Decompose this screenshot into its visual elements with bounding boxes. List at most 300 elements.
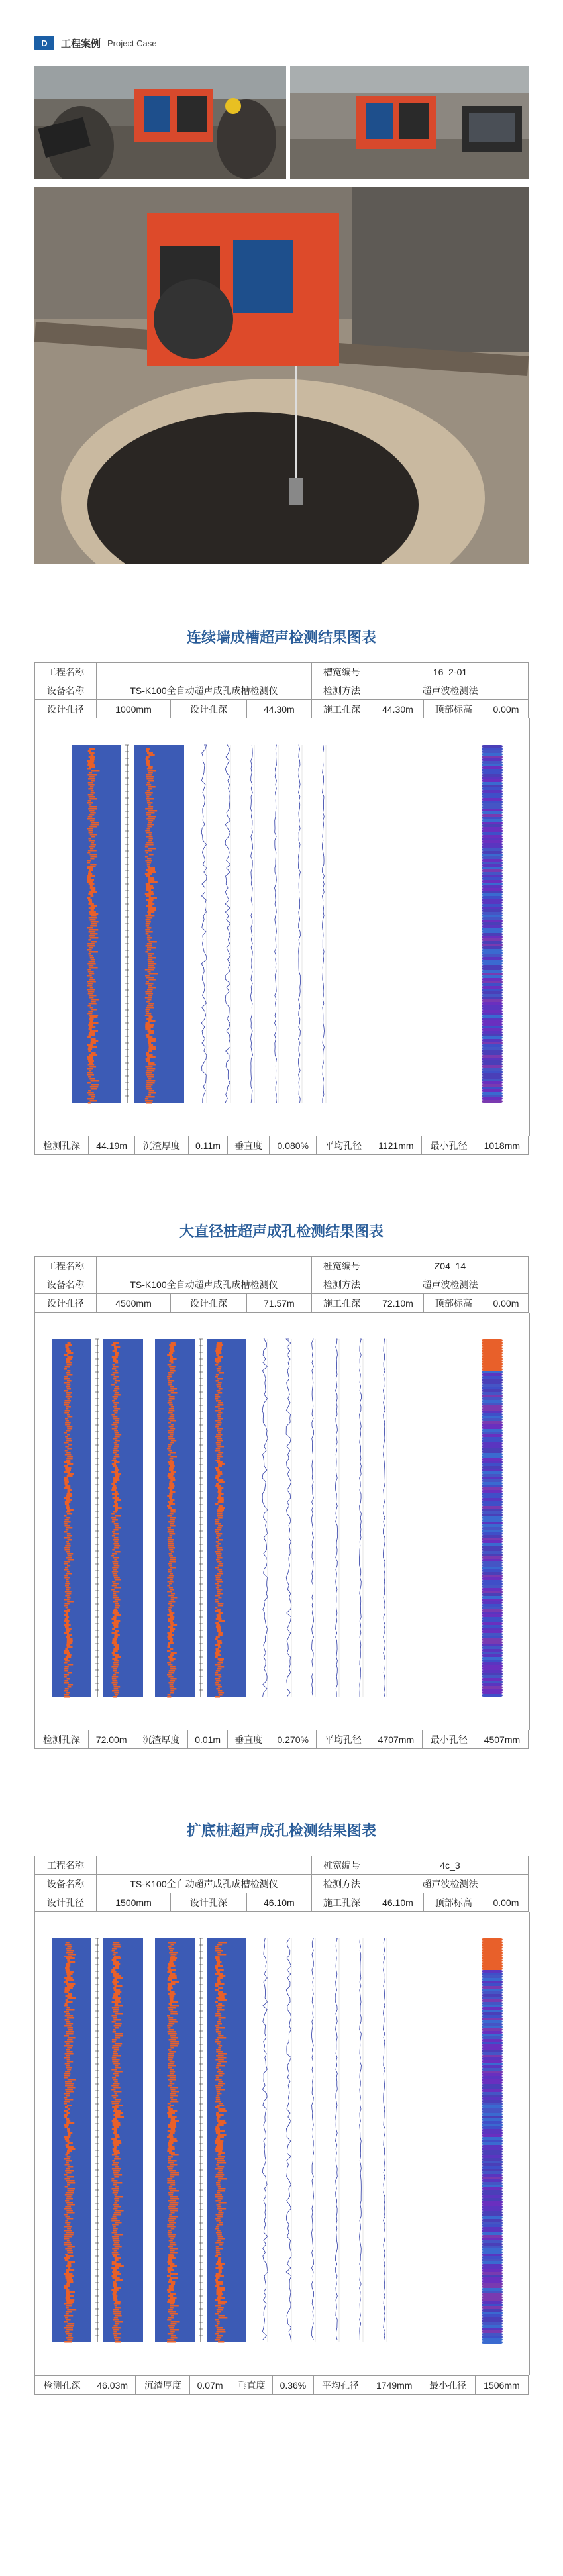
- echo-mark: [170, 1452, 176, 1454]
- echo-mark: [111, 1344, 115, 1346]
- echo-mark: [216, 1579, 222, 1581]
- 3d-model-slice: [482, 2113, 503, 2116]
- echo-mark: [217, 1378, 223, 1380]
- echo-mark: [168, 2271, 170, 2273]
- echo-mark: [115, 2136, 119, 2138]
- echo-mark: [65, 2099, 74, 2101]
- echo-mark: [169, 2287, 174, 2289]
- echo-mark: [64, 1483, 67, 1485]
- echo-mark: [90, 977, 93, 979]
- echo-mark: [113, 2170, 120, 2172]
- echo-mark: [146, 758, 149, 760]
- echo-mark: [113, 2132, 117, 2134]
- echo-mark: [215, 2200, 221, 2202]
- 3d-model-slice: [482, 2063, 503, 2065]
- echo-mark: [170, 1589, 174, 1591]
- echo-mark: [66, 2192, 74, 2194]
- echo-mark: [115, 2003, 118, 2005]
- echo-mark: [65, 1436, 68, 1438]
- echo-mark: [113, 1458, 117, 1460]
- echo-mark: [67, 1388, 71, 1390]
- echo-mark: [217, 1616, 221, 1618]
- echo-mark: [89, 997, 93, 999]
- echo-mark: [171, 2228, 175, 2230]
- echo-mark: [112, 2095, 119, 2097]
- echo-mark: [148, 840, 152, 842]
- echo-mark: [114, 1408, 120, 1410]
- echo-mark: [113, 2017, 117, 2019]
- echo-mark: [88, 808, 97, 810]
- echo-mark: [149, 1046, 156, 1048]
- echo-mark: [168, 2208, 178, 2210]
- echo-mark: [67, 1374, 73, 1376]
- 3d-model-slice: [482, 798, 503, 801]
- 3d-model-slice: [482, 1959, 503, 1962]
- echo-mark: [65, 2138, 69, 2140]
- echo-mark: [168, 2059, 173, 2061]
- 3d-model-slice: [482, 2322, 503, 2325]
- echo-mark: [87, 877, 91, 879]
- 3d-model-slice: [482, 1986, 503, 1989]
- echo-mark: [64, 1577, 70, 1579]
- echo-mark: [115, 1386, 119, 1388]
- echo-mark: [112, 2254, 119, 2255]
- echo-mark: [88, 971, 94, 973]
- echo-mark: [215, 1376, 218, 1378]
- echo-mark: [168, 1626, 173, 1628]
- echo-mark: [65, 1503, 69, 1505]
- echo-mark: [215, 1656, 217, 1658]
- brand-logo: D: [34, 36, 54, 50]
- echo-mark: [64, 1487, 71, 1489]
- echo-mark: [147, 947, 156, 949]
- echo-mark: [146, 1054, 153, 1056]
- 3d-model-slice: [482, 944, 503, 946]
- echo-mark: [170, 1525, 175, 1527]
- echo-mark: [87, 828, 93, 830]
- echo-mark: [219, 1372, 224, 1374]
- echo-mark: [148, 901, 152, 903]
- echo-mark: [170, 2083, 175, 2085]
- echo-mark: [112, 1493, 119, 1495]
- 3d-model-slice: [482, 949, 503, 952]
- echo-mark: [170, 1388, 177, 1390]
- echo-mark: [67, 2087, 75, 2089]
- echo-mark: [112, 2168, 121, 2170]
- echo-mark: [115, 2186, 119, 2188]
- echo-mark: [168, 1422, 171, 1424]
- 3d-model-slice: [482, 962, 503, 965]
- 3d-model-slice: [482, 2089, 503, 2092]
- echo-mark: [64, 1696, 70, 1698]
- 3d-model-slice: [482, 1596, 503, 1599]
- echo-mark: [168, 1400, 171, 1402]
- echo-mark: [217, 2261, 221, 2263]
- echo-mark: [148, 965, 154, 967]
- echo-mark: [148, 1044, 153, 1046]
- echo-mark: [170, 2277, 178, 2279]
- echo-mark: [64, 2327, 73, 2329]
- 3d-model-slice: [482, 1020, 503, 1023]
- 3d-model-slice: [482, 2280, 503, 2283]
- echo-mark: [217, 2124, 224, 2126]
- echo-mark: [64, 1650, 69, 1652]
- value-cell: 1506mm: [475, 2376, 528, 2395]
- echo-mark: [67, 1533, 71, 1535]
- echo-mark: [170, 1678, 176, 1680]
- echo-mark: [170, 2035, 176, 2037]
- echo-mark: [168, 1543, 174, 1545]
- 3d-model-slice: [482, 1437, 503, 1440]
- 3d-model-slice: [482, 2272, 503, 2275]
- echo-mark: [217, 2240, 221, 2242]
- echo-mark: [68, 1555, 72, 1557]
- echo-mark: [170, 1660, 174, 1662]
- echo-mark: [65, 1591, 72, 1593]
- echo-mark: [145, 1015, 152, 1016]
- echo-mark: [146, 1036, 152, 1038]
- echo-mark: [111, 1513, 115, 1515]
- echo-mark: [170, 2297, 177, 2299]
- 3d-model-slice: [482, 1556, 503, 1559]
- echo-mark: [66, 2295, 74, 2297]
- echo-mark: [169, 1503, 175, 1505]
- echo-mark: [88, 1094, 95, 1096]
- 3d-model-slice: [482, 1471, 503, 1474]
- label-cell: 检测孔深: [35, 1136, 89, 1155]
- echo-mark: [215, 1684, 220, 1686]
- echo-mark: [168, 1983, 176, 1985]
- echo-mark: [168, 2291, 171, 2293]
- echo-mark: [64, 2321, 68, 2323]
- label-cell: 桩宽编号: [312, 1257, 372, 1275]
- echo-mark: [64, 1977, 73, 1979]
- echo-mark: [113, 1557, 119, 1559]
- echo-mark: [215, 1950, 223, 1952]
- 3d-model-slice: [482, 1352, 503, 1355]
- echo-mark: [218, 2341, 224, 2343]
- echo-mark: [168, 2317, 174, 2319]
- echo-mark: [113, 2204, 119, 2206]
- echo-mark: [148, 1090, 154, 1092]
- echo-mark: [66, 1983, 76, 1985]
- 3d-model-slice: [482, 1617, 503, 1620]
- echo-mark: [90, 933, 98, 935]
- echo-mark: [171, 2337, 178, 2339]
- echo-mark: [65, 1418, 68, 1420]
- echo-mark: [216, 1362, 219, 1364]
- 3d-model-slice: [482, 1087, 503, 1089]
- echo-mark: [65, 1450, 68, 1452]
- echo-mark: [114, 1692, 119, 1694]
- echo-mark: [215, 2275, 224, 2277]
- echo-mark: [65, 1567, 68, 1569]
- echo-mark: [114, 2025, 121, 2027]
- echo-mark: [113, 1563, 118, 1565]
- echo-mark: [112, 1581, 115, 1583]
- echo-mark: [168, 1620, 173, 1622]
- 3d-model-slice: [482, 2254, 503, 2256]
- echo-mark: [216, 1959, 220, 1961]
- echo-mark: [66, 1372, 70, 1374]
- echo-mark: [217, 1581, 223, 1583]
- echo-mark: [217, 1614, 221, 1616]
- echo-mark: [66, 1593, 71, 1595]
- echo-mark: [215, 2194, 222, 2196]
- echo-mark: [112, 2039, 117, 2041]
- echo-mark: [113, 2150, 119, 2152]
- echo-mark: [170, 2164, 178, 2166]
- echo-mark: [218, 1658, 224, 1660]
- echo-mark: [115, 1991, 122, 1993]
- echo-mark: [113, 2045, 122, 2047]
- echo-mark: [169, 1493, 172, 1495]
- echo-mark: [66, 2293, 70, 2295]
- echo-mark: [146, 1018, 152, 1020]
- echo-mark: [168, 2230, 172, 2232]
- 3d-model-slice: [482, 1050, 503, 1052]
- echo-mark: [146, 905, 153, 907]
- echo-mark: [168, 2311, 176, 2313]
- echo-mark: [168, 2017, 173, 2019]
- echo-mark: [68, 1416, 73, 1418]
- echo-mark: [115, 2037, 120, 2039]
- 3d-model-slice: [482, 2092, 503, 2095]
- echo-mark: [89, 1078, 95, 1080]
- echo-mark: [113, 2182, 122, 2184]
- echo-mark: [66, 2337, 73, 2339]
- echo-mark: [169, 1410, 175, 1412]
- echo-mark: [170, 1442, 174, 1444]
- 3d-model-slice: [482, 1538, 503, 1540]
- 3d-model-slice: [482, 1368, 503, 1371]
- echo-mark: [64, 2057, 70, 2059]
- echo-mark: [67, 1543, 71, 1545]
- echo-mark: [146, 1034, 150, 1036]
- echo-mark: [167, 2339, 174, 2341]
- echo-mark: [113, 2299, 117, 2301]
- echo-mark: [170, 2089, 175, 2091]
- echo-mark: [169, 1398, 175, 1400]
- echo-mark: [114, 1626, 119, 1628]
- echo-mark: [168, 1942, 176, 1944]
- echo-mark: [167, 1662, 171, 1664]
- 3d-model-slice: [482, 1954, 503, 1957]
- echo-mark: [66, 2196, 71, 2198]
- echo-mark: [115, 2257, 121, 2259]
- echo-mark: [66, 2168, 70, 2170]
- echo-mark: [64, 1563, 68, 1565]
- echo-mark: [215, 1575, 221, 1577]
- echo-mark: [216, 2220, 221, 2222]
- echo-mark: [89, 1016, 97, 1018]
- 3d-model-slice: [482, 1535, 503, 1538]
- echo-mark: [64, 2077, 68, 2079]
- 3d-model-slice: [482, 2007, 503, 2010]
- 3d-model-slice: [482, 1530, 503, 1532]
- echo-mark: [215, 2319, 219, 2321]
- echo-mark: [148, 816, 156, 818]
- echo-mark: [113, 1601, 118, 1603]
- echo-mark: [64, 2124, 69, 2126]
- echo-mark: [148, 1042, 151, 1044]
- echo-mark: [91, 921, 99, 923]
- echo-mark: [87, 764, 95, 766]
- echo-mark: [64, 2208, 72, 2210]
- echo-mark: [217, 1963, 220, 1965]
- echo-mark: [115, 1370, 117, 1372]
- echo-mark: [217, 2162, 226, 2164]
- echo-mark: [168, 1967, 171, 1969]
- echo-mark: [146, 1052, 149, 1054]
- echo-mark: [113, 1995, 118, 1997]
- echo-mark: [64, 1981, 68, 1983]
- 3d-model-slice: [482, 1952, 503, 1954]
- echo-mark: [217, 2323, 219, 2325]
- 3d-model-slice: [482, 1426, 503, 1429]
- echo-mark: [114, 1956, 120, 1957]
- echo-mark: [113, 1529, 118, 1531]
- 3d-model-slice: [482, 920, 503, 922]
- echo-mark: [168, 2106, 171, 2108]
- echo-mark: [65, 1660, 70, 1662]
- echo-mark: [170, 1616, 174, 1618]
- echo-mark: [64, 2273, 73, 2275]
- echo-mark: [115, 1426, 118, 1428]
- echo-mark: [89, 931, 96, 933]
- echo-mark: [215, 1601, 219, 1603]
- echo-mark: [217, 1458, 220, 1460]
- echo-mark: [168, 1384, 172, 1386]
- echo-mark: [115, 2035, 123, 2037]
- echo-mark: [112, 2271, 119, 2273]
- echo-mark: [218, 1495, 221, 1497]
- echo-mark: [67, 1609, 70, 1610]
- echo-mark: [169, 2222, 176, 2224]
- echo-mark: [111, 2267, 119, 2269]
- echo-mark: [67, 2190, 74, 2192]
- 3d-model-slice: [482, 1554, 503, 1556]
- echo-mark: [67, 2309, 76, 2311]
- site-photo-1: [34, 66, 286, 179]
- echo-mark: [216, 1969, 224, 1971]
- 3d-model-slice: [482, 2129, 503, 2132]
- 3d-model-slice: [482, 2198, 503, 2201]
- 3d-model-slice: [482, 1686, 503, 1689]
- 3d-model-slice: [482, 1989, 503, 1991]
- 3d-model-slice: [482, 1636, 503, 1638]
- echo-mark: [90, 758, 95, 760]
- echo-mark: [146, 1007, 154, 1009]
- echo-mark: [65, 1618, 68, 1620]
- echo-mark: [146, 983, 154, 985]
- 3d-model-slice: [482, 2277, 503, 2280]
- echo-mark: [147, 927, 152, 929]
- echo-mark: [90, 864, 96, 866]
- echo-mark: [219, 1481, 225, 1483]
- 3d-model-slice: [482, 2296, 503, 2299]
- echo-mark: [67, 2204, 75, 2206]
- 3d-model-slice: [482, 1599, 503, 1601]
- echo-mark: [113, 2238, 119, 2240]
- echo-mark: [170, 1350, 174, 1352]
- echo-mark: [147, 949, 151, 951]
- echo-mark: [113, 1406, 117, 1408]
- echo-mark: [115, 2222, 122, 2224]
- echo-mark: [66, 2289, 70, 2291]
- 3d-model-slice: [482, 1065, 503, 1068]
- echo-mark: [168, 2116, 177, 2118]
- echo-mark: [149, 834, 152, 836]
- echo-mark: [147, 782, 150, 784]
- echo-mark: [87, 1044, 93, 1046]
- echo-mark: [215, 1406, 220, 1408]
- echo-mark: [90, 1007, 93, 1009]
- 3d-model-slice: [482, 2036, 503, 2039]
- echo-mark: [167, 1591, 172, 1593]
- echo-mark: [216, 2067, 219, 2069]
- echo-mark: [146, 931, 153, 933]
- 3d-model-slice: [482, 758, 503, 761]
- echo-mark: [67, 2130, 70, 2132]
- echo-mark: [146, 832, 152, 834]
- echo-mark: [217, 1454, 222, 1456]
- echo-mark: [67, 2224, 70, 2226]
- echo-mark: [168, 2257, 176, 2259]
- echo-mark: [115, 2005, 123, 2007]
- echo-mark: [216, 1483, 219, 1485]
- echo-mark: [113, 1963, 121, 1965]
- echo-mark: [170, 2244, 177, 2246]
- echo-mark: [88, 993, 93, 995]
- echo-mark: [168, 1507, 172, 1509]
- echo-mark: [67, 1434, 70, 1436]
- echo-mark: [68, 1954, 76, 1956]
- 3d-model-slice: [482, 2103, 503, 2105]
- echo-mark: [87, 1074, 94, 1076]
- 3d-model-slice: [482, 753, 503, 756]
- echo-mark: [169, 2216, 178, 2218]
- echo-mark: [219, 2170, 223, 2172]
- echo-mark: [66, 2144, 69, 2146]
- echo-mark: [115, 1392, 119, 1394]
- echo-mark: [111, 2085, 119, 2087]
- 3d-model-slice: [482, 2201, 503, 2203]
- echo-mark: [66, 1362, 72, 1364]
- echo-mark: [114, 1537, 119, 1539]
- echo-mark: [66, 1557, 72, 1559]
- echo-mark: [167, 2178, 172, 2180]
- echo-mark: [66, 2291, 75, 2293]
- value-cell: 1000mm: [97, 700, 171, 718]
- echo-mark: [217, 1497, 224, 1499]
- echo-mark: [66, 1965, 70, 1967]
- echo-mark: [168, 2103, 171, 2105]
- echo-mark: [114, 1989, 121, 1991]
- echo-mark: [217, 1952, 221, 1954]
- echo-mark: [169, 2327, 174, 2329]
- echo-mark: [218, 1366, 221, 1368]
- 3d-model-slice: [482, 960, 503, 962]
- 3d-model-slice: [482, 2227, 503, 2230]
- echo-mark: [113, 1674, 116, 1676]
- echo-mark: [66, 2277, 72, 2279]
- label-cell: 最小孔径: [422, 1136, 476, 1155]
- label-cell: 设计孔深: [171, 1294, 247, 1313]
- echo-mark: [217, 2230, 221, 2232]
- echo-mark: [148, 1038, 156, 1040]
- echo-mark: [89, 1066, 96, 1068]
